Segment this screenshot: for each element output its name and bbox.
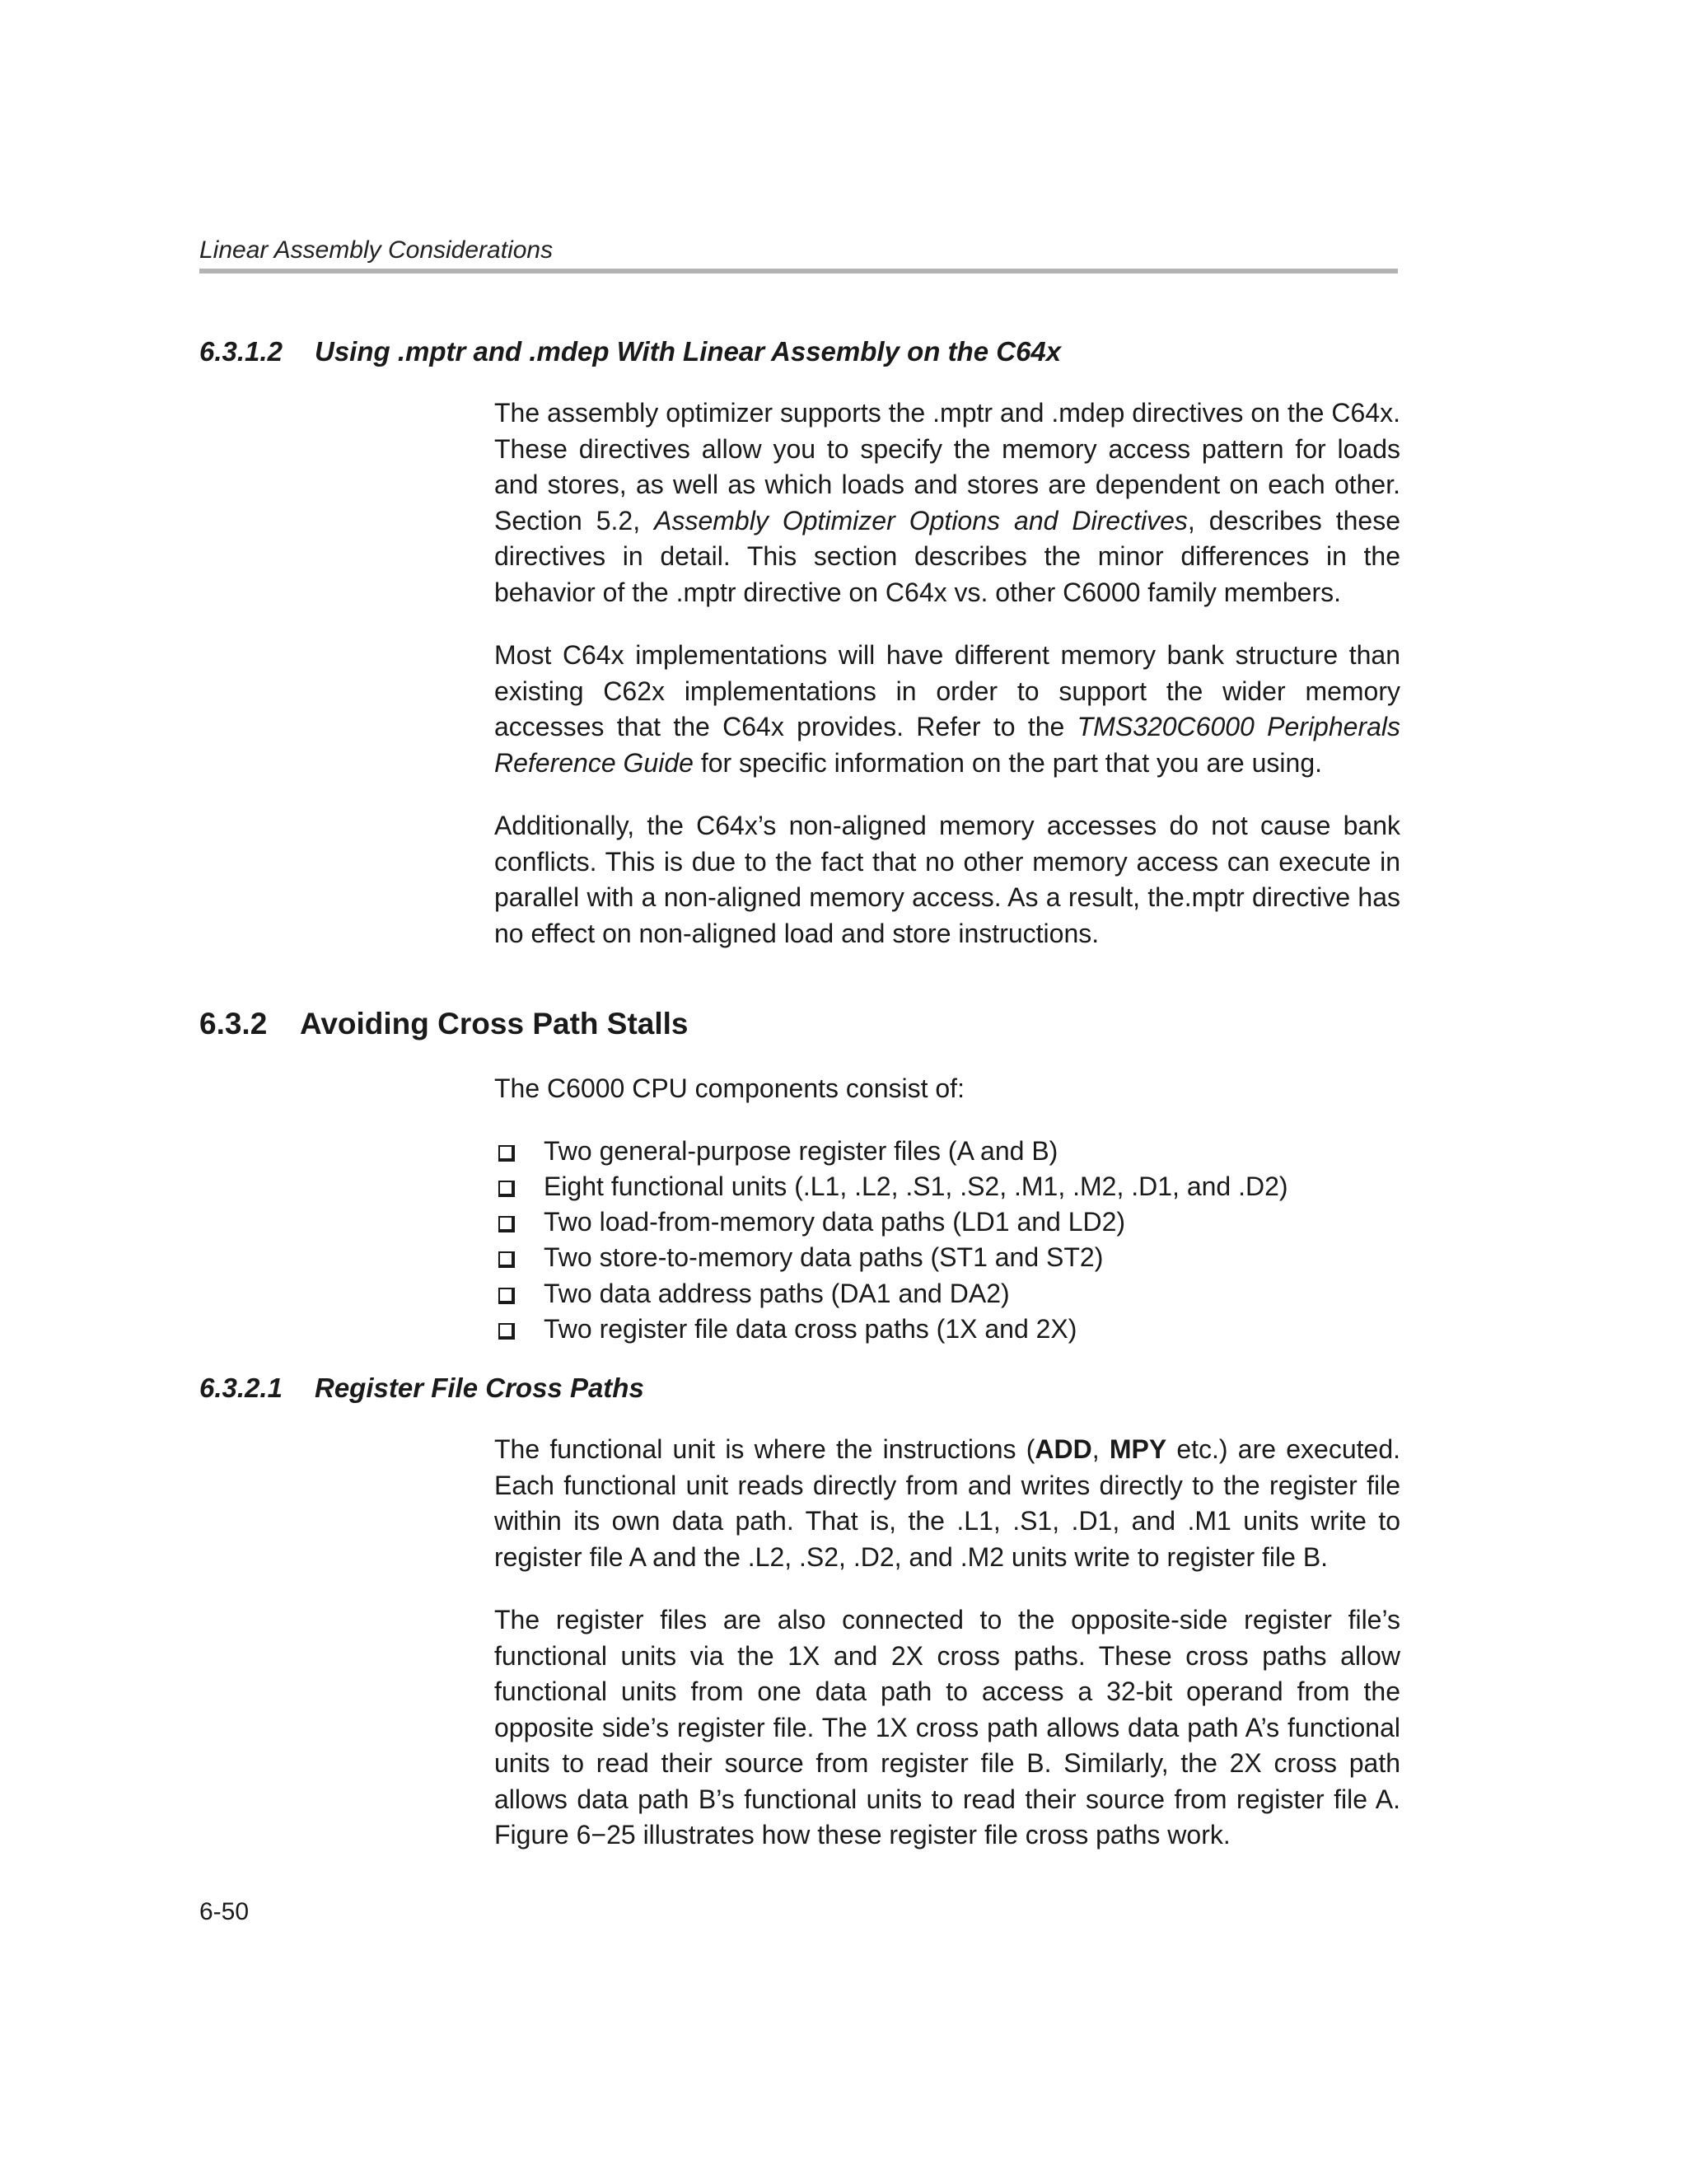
checkbox-bullet-icon [498, 1251, 515, 1268]
text: Most C64x implementations will have different memory bank structure than existing C62x implementations in order to support the wider memory accesses that the C64x provides. Refer to the [494, 640, 1400, 741]
checkbox-bullet-icon [498, 1323, 515, 1340]
text: etc.) are executed. Each functional unit reads directly from and writes directly to the register file within its own data path. That is, the .L1, .S1, .D1, and .M1 units write to register file A and the .L2, .S2, .D2, and .M2 units write to register file B. [494, 1434, 1401, 1572]
page-number: 6-50 [199, 1898, 250, 1925]
heading-title: Using .mptr and .mdep With Linear Assembly on the C64x [315, 336, 1062, 367]
text: , [1091, 1434, 1110, 1464]
heading-6-3-2 [199, 1007, 689, 1041]
list-item-text: Eight functional units (.L1, .L2, .S1, .S2, .M1, .M2, .D1, and .D2) [544, 1171, 1288, 1201]
paragraph: The C6000 CPU components consist of: [494, 1073, 965, 1103]
text: for specific information on the part that you are using. [693, 747, 1322, 778]
list-item-text: Two register file data cross paths (1X and 2X) [544, 1313, 1077, 1344]
component-list [494, 1134, 1400, 1348]
heading-6-3-2-1 [199, 1373, 644, 1404]
list-item [494, 1204, 1400, 1240]
checkbox-bullet-icon [498, 1145, 515, 1162]
list-item [494, 1169, 1400, 1204]
list-item-text: Two load-from-memory data paths (LD1 and LD2) [544, 1207, 1126, 1237]
list-item [494, 1134, 1400, 1169]
list-item-text: Two data address paths (DA1 and DA2) [544, 1278, 1010, 1308]
text: The assembly optimizer supports the .mptr and .mdep directives on the C64x. These directives allow you to specify the memory access pattern for loads and stores, as well as which loads and stores are dependent on each other. Section 5.2, [494, 398, 1400, 535]
heading-title: Register File Cross Paths [315, 1373, 644, 1403]
text: The functional unit is where the instructions ( [494, 1434, 1035, 1464]
section-6-3-2-1-body [494, 1432, 1400, 1854]
list-item [494, 1276, 1400, 1312]
heading-number: 6.3.2 [199, 1007, 268, 1041]
list-item-text: Two store-to-memory data paths (ST1 and ST2) [544, 1242, 1104, 1273]
list-item [494, 1312, 1400, 1347]
list-item-text: Two general-purpose register files (A and B) [544, 1135, 1058, 1166]
section-6-3-1-2-body [494, 395, 1400, 952]
checkbox-bullet-icon [498, 1181, 515, 1197]
section-6-3-2-body [494, 1071, 1400, 1347]
doc-reference-title: Assembly Optimizer Options and Directives [654, 505, 1188, 535]
checkbox-bullet-icon [498, 1288, 515, 1304]
paragraph [494, 1432, 1400, 1575]
heading-title: Avoiding Cross Path Stalls [300, 1007, 689, 1041]
paragraph: Additionally, the C64x’s non-aligned memory accesses do not cause bank conflicts. This is due to the fact that no other memory access can execute in parallel with a non-aligned memory access. As a result, the.mptr directive has no effect on non-aligned load and store instructions. [494, 811, 1400, 948]
heading-number: 6.3.1.2 [199, 336, 283, 367]
instruction-mpy: MPY [1109, 1434, 1167, 1464]
heading-number: 6.3.2.1 [199, 1373, 283, 1403]
heading-6-3-1-2 [199, 336, 1061, 367]
paragraph: The register files are also connected to the opposite-side register file’s functional units via the 1X and 2X cross paths. These cross paths allow functional units from one data path to access a 32-bit operand from the opposite side’s register file. The 1X cross path allows data path A’s functional units to read their source from register file B. Similarly, the 2X cross path allows data path B’s functional units to read their source from register file A. Figure 6−25 illustrates how these register file cross paths work. [494, 1605, 1400, 1850]
running-header: Linear Assembly Considerations [199, 236, 554, 264]
paragraph [494, 395, 1400, 610]
paragraph [494, 638, 1400, 781]
checkbox-bullet-icon [498, 1216, 515, 1232]
instruction-add: ADD [1035, 1434, 1092, 1464]
text: , describes these directives in detail. This section describes the minor differences in the behavior of the .mptr directive on C64x vs. other C6000 family members. [494, 505, 1401, 607]
header-rule [199, 269, 1398, 274]
list-item [494, 1240, 1400, 1275]
doc-reference-title: TMS320C6000 Peripherals Reference Guide [494, 712, 1401, 778]
